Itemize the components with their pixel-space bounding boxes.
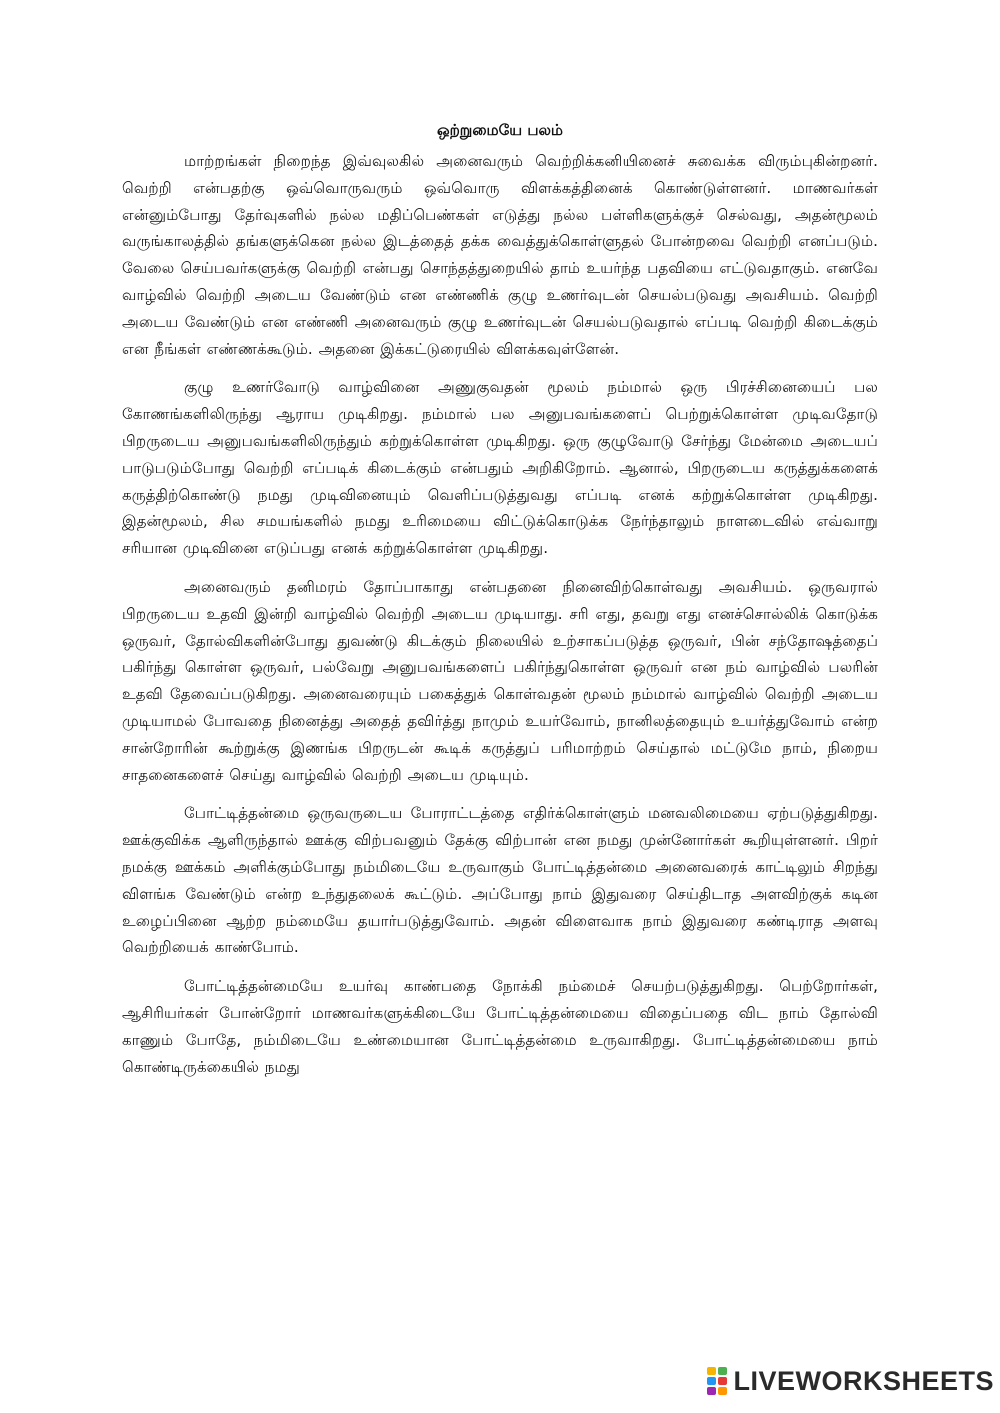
logo-block [718,1387,727,1395]
liveworksheets-logo-text: LIVEWORKSHEETS [733,1365,994,1396]
logo-block [707,1387,716,1395]
document-page [122,118,878,1092]
document-title: ஒற்றுமையே பலம் [437,121,563,139]
paragraph-2: குழு உணர்வோடு வாழ்வினை அணுகுவதன் மூலம் நம்மால் ஒரு பிரச்சினையைப் பல கோணங்களிலிருந்து ஆராய முடிகிறது. நம்மால் பல அனுபவங்களைப் பெற்றுக்கொள்ள முடிவதோடு பிறருடைய அனுபவங்களிலிருந்தும் கற்றுக்கொள்ள முடிகிறது. ஒரு குழுவோடு சேர்ந்து மேன்மை அடையப் பாடுபடும்போது வெற்றி எப்படிக் கிடைக்கும் என்பதும் அறிகிறோம். ஆனால், பிறருடைய கருத்துக்களைக் கருத்திற்கொண்டு நமது முடிவினையும் வெளிப்படுத்துவது எப்படி எனக் கற்றுக்கொள்ள முடிகிறது. இதன்மூலம், சில சமயங்களில் நமது உரிமையை விட்டுக்கொடுக்க நேர்ந்தாலும் நாளடைவில் எவ்வாறு சரியான முடிவினை எடுப்பது எனக் கற்றுக்கொள்ள முடிகிறது. [122,378,878,558]
logo-block [718,1367,727,1375]
logo-block [718,1377,727,1385]
liveworksheets-logo-icon [707,1367,727,1395]
paragraph-4: போட்டித்தன்மை ஒருவருடைய போராட்டத்தை எதிர்க்கொள்ளும் மனவலிமையை ஏற்படுத்துகிறது. ஊக்குவிக்க ஆளிருந்தால் ஊக்கு விற்பவனும் தேக்கு விற்பான் என நமது முன்னோர்கள் கூறியுள்ளனர். பிறர் நமக்கு ஊக்கம் அளிக்கும்போது நம்மிடையே உருவாகும் போட்டித்தன்மை அனைவரைக் காட்டிலும் சிறந்து விளங்க வேண்டும் என்ற உந்துதலைக் கூட்டும். அப்போது நாம் இதுவரை செய்திடாத அளவிற்குக் கடின உழைப்பினை ஆற்ற நம்மையே தயார்படுத்துவோம். அதன் விளைவாக நாம் இதுவரை கண்டிராத அளவு வெற்றியைக் காண்போம். [122,804,878,957]
paragraph-3: அனைவரும் தனிமரம் தோப்பாகாது என்பதனை நினைவிற்கொள்வது அவசியம். ஒருவரால் பிறருடைய உதவி இன்றி வாழ்வில் வெற்றி அடைய முடியாது. சரி எது, தவறு எது எனச்சொல்லிக் கொடுக்க ஒருவர், தோல்விகளின்போது துவண்டு கிடக்கும் நிலையில் உற்சாகப்படுத்த ஒருவர், பின் சந்தோஷத்தைப் பகிர்ந்து கொள்ள ஒருவர், பல்வேறு அனுபவங்களைப் பகிர்ந்துகொள்ள ஒருவர் என நம் வாழ்வில் பலரின் உதவி தேவைப்படுகிறது. அனைவரையும் பகைத்துக் கொள்வதன் மூலம் நம்மால் வாழ்வில் வெற்றி அடைய முடியாமல் போவதை நினைத்து அதைத் தவிர்த்து நாமும் உயர்வோம், நானிலத்தையும் உயர்த்துவோம் என்ற சான்றோரின் கூற்றுக்கு இணங்க பிறருடன் கூடிக் கருத்துப் பரிமாற்றம் செய்தால் மட்டுமே நாம், நிறைய சாதனைகளைச் செய்து வாழ்வில் வெற்றி அடைய முடியும். [122,577,878,784]
liveworksheets-logo[interactable] [707,1361,994,1401]
paragraph-5: போட்டித்தன்மையே உயர்வு காண்பதை நோக்கி நம்மைச் செயற்படுத்துகிறது. பெற்றோர்கள், ஆசிரியர்கள் போன்றோர் மாணவர்களுக்கிடையே போட்டித்தன்மையை விதைப்பதை விட நாம் தோல்வி காணும் போதே, நம்மிடையே உண்மையான போட்டித்தன்மை உருவாகிறது. போட்டித்தன்மையை நாம் கொண்டிருக்கையில் நமது [122,977,878,1076]
logo-block [707,1367,716,1375]
logo-block [707,1377,716,1385]
paragraph-1: மாற்றங்கள் நிறைந்த இவ்வுலகில் அனைவரும் வெற்றிக்கனியினைச் சுவைக்க விரும்புகின்றனர். வெற்றி என்பதற்கு ஒவ்வொருவரும் ஒவ்வொரு விளக்கத்தினைக் கொண்டுள்ளனர். மாணவர்கள் என்னும்போது தேர்வுகளில் நல்ல மதிப்பெண்கள் எடுத்து நல்ல பள்ளிகளுக்குச் செல்வது, அதன்மூலம் வருங்காலத்தில் தங்களுக்கென நல்ல இடத்தைத் தக்க வைத்துக்கொள்ளுதல் போன்றவை வெற்றி எனப்படும். வேலை செய்பவர்களுக்கு வெற்றி என்பது சொந்தத்துறையில் தாம் உயர்ந்த பதவியை எட்டுவதாகும். எனவே வாழ்வில் வெற்றி அடைய வேண்டும் என எண்ணிக் குழு உணர்வுடன் செயல்படுவது அவசியம். வெற்றி அடைய வேண்டும் என எண்ணி அனைவரும் குழு உணர்வுடன் செயல்படுவதால் எப்படி வெற்றி கிடைக்கும் என நீங்கள் எண்ணக்கூடும். அதனை இக்கட்டுரையில் விளக்கவுள்ளேன். [122,152,878,358]
